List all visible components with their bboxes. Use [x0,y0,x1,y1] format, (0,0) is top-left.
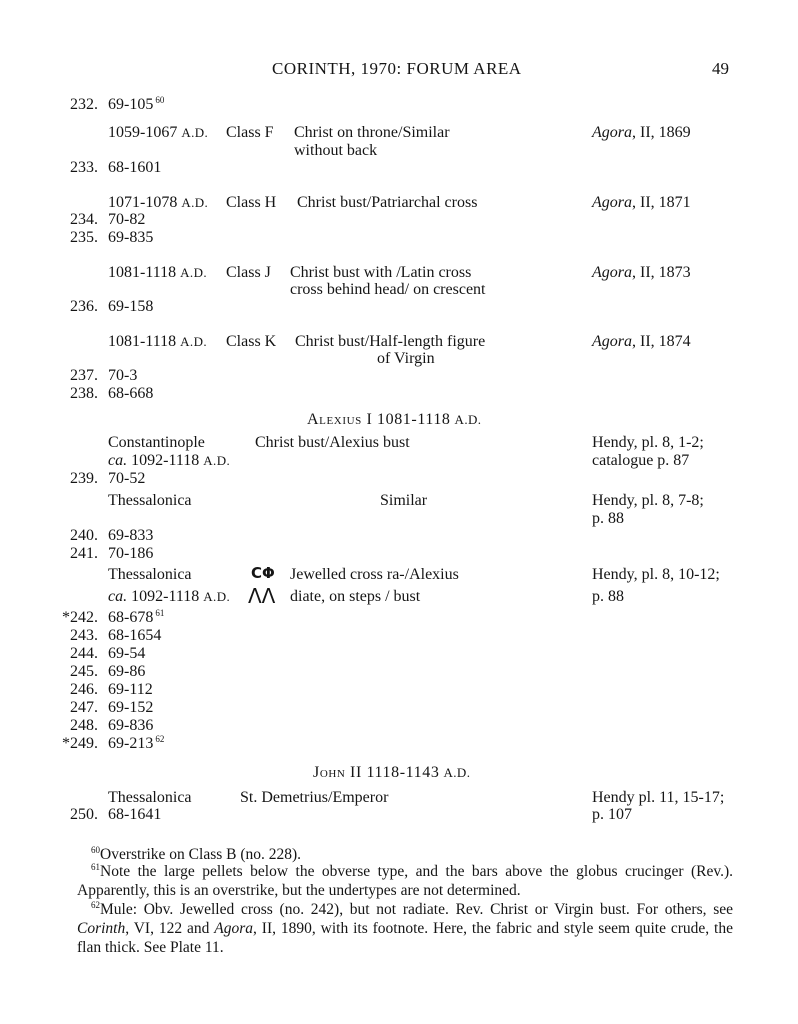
class-date: 1081-1118 A.D. [108,264,208,281]
footnote-ref: 60 [155,94,165,105]
footnote-62: $^{62}$Mule: Obv. Jewelled cross (no. 242), but not radiate. Rev. Christ or Virgin bust. For others, see Corinth, VI, 122 and Agora, II, 1890, with its footnote. Here, the fabric and style seem quite crude, the flan thick. See Plate 11. [77,899,733,956]
footnote-60: $^{60}$Overstrike on Class B (no. 228). [91,844,302,863]
inventory-number: 70-3 [108,367,138,384]
catalogue-number: 233. [70,159,98,176]
class-date: 1059-1067 A.D. [108,124,209,141]
coin-type-cont: of Virgin [377,350,435,367]
coin-type-cont: cross behind head/ on crescent [290,281,486,298]
inventory-number: 69-835 [108,229,154,246]
inventory-number: 69-152 [108,699,154,716]
coin-type: Similar [380,492,428,509]
inventory-number: 68-668 [108,385,154,402]
monogram-bottom: ΛΛ [248,584,276,608]
reference-cont: p. 88 [592,510,624,527]
inventory-number: 68-678 $^{61}$ [108,607,165,626]
catalogue-number: 240. [70,527,98,544]
mint-name: Thessalonica [108,566,192,583]
coin-type-cont: without back [294,142,378,159]
class-label: Class K [226,333,277,350]
monogram-top: CΦ [251,564,275,582]
inventory-number: 69-86 [108,663,146,680]
mint-date: ca. 1092-1118 A.D. [108,588,231,605]
reference-cont: p. 107 [592,806,632,823]
catalogue-number: 238. [70,385,98,402]
reference: Hendy, pl. 8, 7-8; [592,492,704,509]
mint-name: Constantinople [108,434,205,451]
catalogue-number: 236. [70,298,98,315]
coin-type: Jewelled cross ra-/Alexius [290,566,459,583]
reference: Agora, II, 1873 [592,264,691,281]
inventory-number: 69-213 $^{62}$ [108,733,165,752]
coin-type-cont: diate, on steps / bust [290,588,421,605]
inventory-number: 69-105 $^{60}$ [108,94,165,113]
mint-date: ca. 1092-1118 A.D. [108,452,231,469]
catalogue-number: *249. [62,735,98,752]
class-label: Class H [226,194,277,211]
reference-cont: p. 88 [592,588,624,605]
coin-type: Christ on throne/Similar [294,124,450,141]
page-number: 49 [712,59,729,78]
mint-name: Thessalonica [108,789,192,806]
class-label: Class J [226,264,271,281]
footnote-61: $^{61}$Note the large pellets below the obverse type, and the bars above the globus crucinger (Rev.). Apparently, this is an overstrike, but the undertypes are not determined. [77,861,733,899]
catalogue-number: 243. [70,627,98,644]
inventory-number: 70-82 [108,211,146,228]
inventory-number: 69-833 [108,527,154,544]
footnote-ref: 62 [155,733,165,744]
catalogue-number: 241. [70,545,98,562]
reference-cont: catalogue p. 87 [592,452,690,469]
coin-type: St. Demetrius/Emperor [240,789,389,806]
running-title: CORINTH, 1970: FORUM AREA [272,59,522,78]
catalogue-number: 250. [70,806,98,823]
coin-type: Christ bust/Alexius bust [255,434,410,451]
class-date: 1081-1118 A.D. [108,333,208,350]
coin-type: Christ bust with /Latin cross [290,264,472,281]
inventory-number: 68-1601 [108,159,162,176]
coin-type: Christ bust/Patriarchal cross [297,194,478,211]
catalogue-number: 235. [70,229,98,246]
coin-type: Christ bust/Half-length figure [295,333,486,350]
class-date: 1071-1078 A.D. [108,194,209,211]
footnote-ref: 61 [155,607,165,618]
catalogue-number: 247. [70,699,98,716]
reference: Hendy, pl. 8, 1-2; [592,434,704,451]
reference: Agora, II, 1871 [592,194,691,211]
inventory-number: 69-112 [108,681,153,698]
catalogue-number: 245. [70,663,98,680]
reference: Agora, II, 1869 [592,124,691,141]
inventory-number: 69-836 [108,717,154,734]
inventory-number: 69-158 [108,298,154,315]
inventory-number: 70-52 [108,470,146,487]
section-heading-alexius: Alexius I 1081-1118 A.D. [307,411,482,428]
section-heading-john: John II 1118-1143 A.D. [313,764,471,781]
class-label: Class F [226,124,274,141]
mint-name: Thessalonica [108,492,192,509]
inventory-number: 68-1641 [108,806,162,823]
catalogue-number: 237. [70,367,98,384]
inventory-number: 68-1654 [108,627,162,644]
catalogue-number: *242. [62,609,98,626]
catalogue-number: 232. [70,96,98,113]
reference: Agora, II, 1874 [592,333,691,350]
catalogue-number: 234. [70,211,98,228]
inventory-number: 69-54 [108,645,146,662]
catalogue-number: 239. [70,470,98,487]
catalogue-number: 246. [70,681,98,698]
reference: Hendy, pl. 8, 10-12; [592,566,720,583]
catalogue-number: 248. [70,717,98,734]
inventory-number: 70-186 [108,545,154,562]
reference: Hendy pl. 11, 15-17; [592,789,725,806]
catalogue-number: 244. [70,645,98,662]
